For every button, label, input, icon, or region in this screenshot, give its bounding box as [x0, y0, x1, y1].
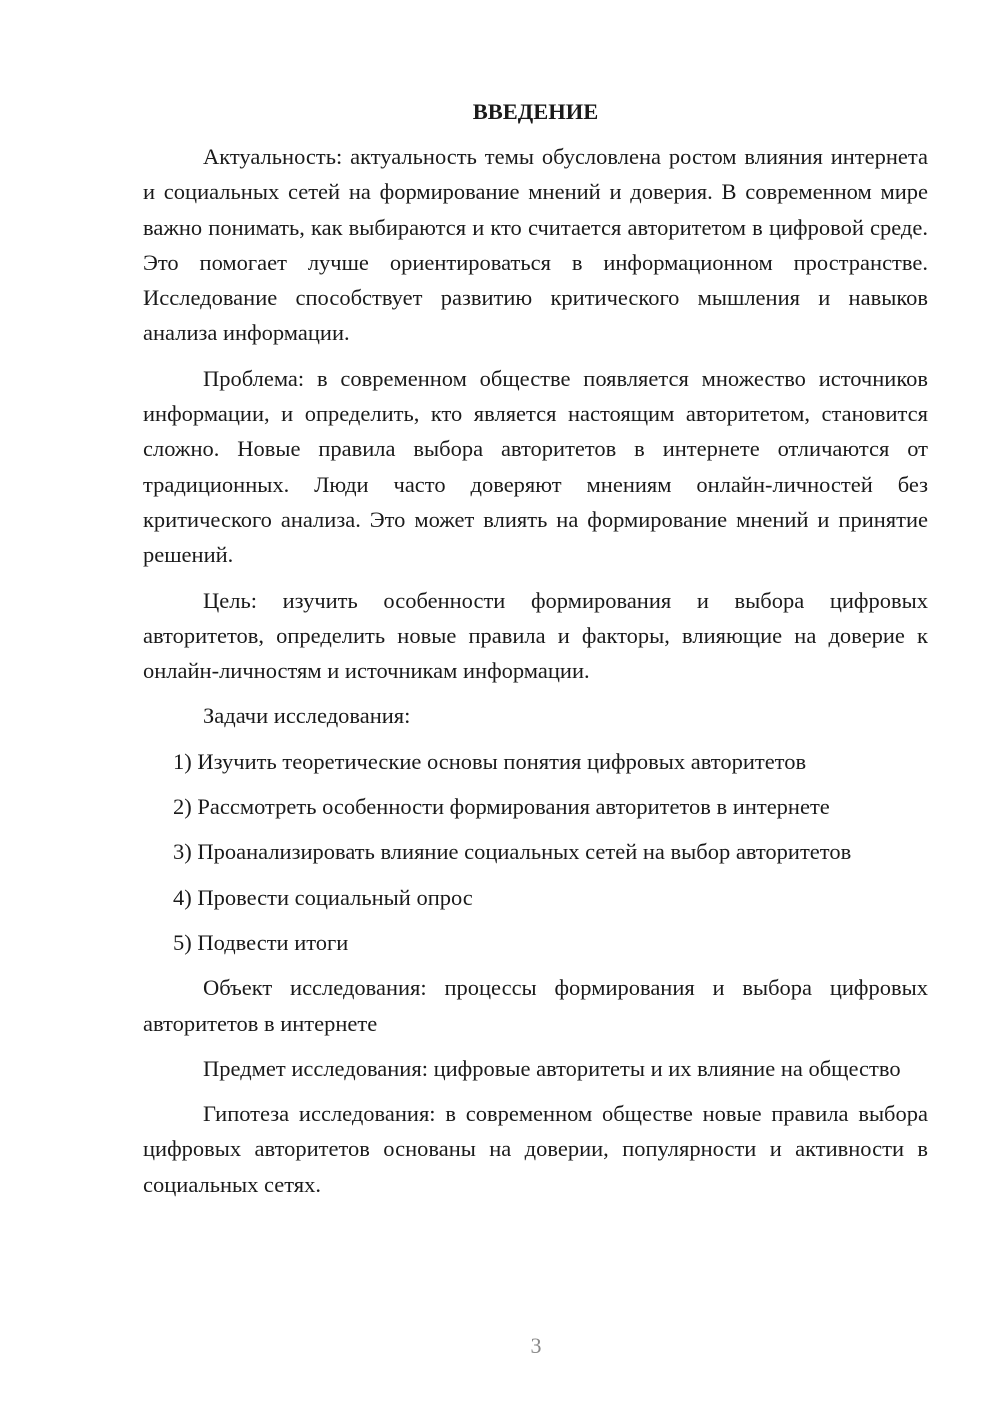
task-list [143, 744, 928, 960]
list-item: 3) Проанализировать влияние социальных сетей на выбор авторитетов [173, 839, 852, 865]
list-item: 4) Провести социальный опрос [173, 884, 473, 910]
paragraph-object: Объект исследования: процессы формирования и выбора цифровых авторитетов в интернете [143, 975, 928, 1036]
paragraph-tasks-intro: Задачи исследования: [203, 703, 411, 729]
paragraph-relevance: Актуальность: актуальность темы обусловлена ростом влияния интернета и социальных сетей на формирование мнений и доверия. В современном мире важно понимать, как выбираются и кто считается авторитетом в цифровой среде. Это помогает лучше ориентироваться в информационном пространстве. Исследование способствует развитию критического мышления и навыков анализа информации. [143, 144, 928, 346]
paragraph-problem: Проблема: в современном обществе появляется множество источников информации, и определить, кто является настоящим авторитетом, становится сложно. Новые правила выбора авторитетов в интернете отличаются от традиционных. Люди часто доверяют мнениям онлайн-личностей без критического анализа. Это может влиять на формирование мнений и принятие решений. [143, 365, 928, 568]
page-title: ВВЕДЕНИЕ [472, 99, 599, 124]
paragraph-hypothesis: Гипотеза исследования: в современном обществе новые правила выбора цифровых авторитетов основаны на доверии, популярности и активности в социальных сетях. [143, 1101, 928, 1197]
list-item: 5) Подвести итоги [173, 929, 349, 955]
paragraph-goal: Цель: изучить особенности формирования и выбора цифровых авторитетов, определить новые правила и факторы, влияющие на доверие к онлайн-личностям и источникам информации. [143, 587, 928, 684]
paragraph-subject: Предмет исследования: цифровые авторитеты и их влияние на общество [203, 1055, 901, 1081]
page-number: 3 [530, 1333, 542, 1358]
list-item: 1) Изучить теоретические основы понятия цифровых авторитетов [173, 748, 807, 774]
list-item: 2) Рассмотреть особенности формирования авторитетов в интернете [173, 794, 830, 820]
document-body [143, 96, 928, 1212]
